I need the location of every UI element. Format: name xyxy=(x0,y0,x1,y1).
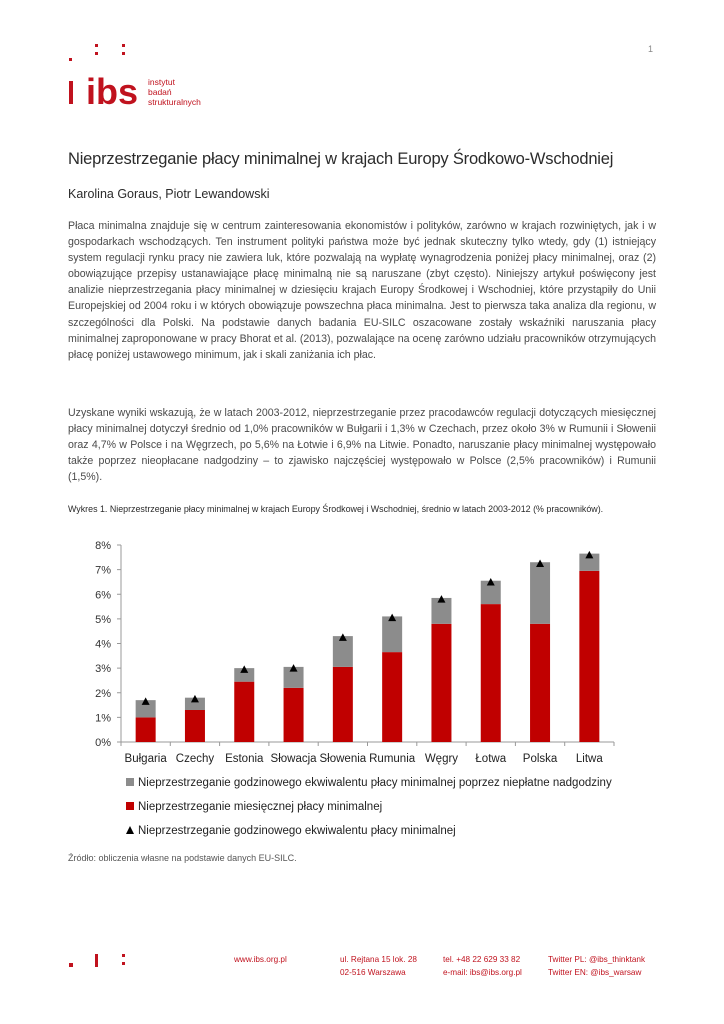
x-tick-label: Łotwa xyxy=(475,753,507,765)
paragraph-intro: Płaca minimalna znajduje się w centrum zainteresowania ekonomistów i polityków, zarówno w krajach rozwiniętych, jak i w gospodarkach wschodzących. Ten instrument polityki państwa może być jednak skuteczny tylko wtedy, gdy (1) istniejący system regulacji rynku pracy nie zawiera luk, które pozwalają na wypłatę wynagrodzenia poniżej płacy minimalnej, oraz (2) obowiązujące przepisy ustanawiające płacę minimalną nie są naruszane (zbyt często). Niniejszy artykuł poświęcony jest analizie nieprzestrzegania płacy minimalnej w dziesięciu krajach Europy Środkowej i Wschodniej, które przystąpiły do Unii Europejskiej od 2004 roku i w których obowiązuje powszechna płaca minimalna. Jest to pierwsza taka analiza dla regionu, w szczególności dla Polski. Na podstawie danych badania EU-SILC oszacowane zostały wskaźniki naruszania płacy minimalnej zaproponowane w pracy Bhorat et al. (2013), pozwalające na ocenę zarówno udziału pracowników otrzymujących płacę poniżej ustawowego minimum, jak i skali zaniżania ich płac. xyxy=(68,220,656,361)
bar-overtime xyxy=(382,616,402,652)
bar-monthly xyxy=(333,667,353,742)
legend-overtime-label: Nieprzestrzeganie godzinowego ekwiwalentu płacy minimalnej poprzez niepłatne nadgodziny xyxy=(138,777,612,789)
logo-brand: ibs xyxy=(86,71,138,108)
x-tick-label: Węgry xyxy=(424,753,459,765)
footer-contact: tel. +48 22 629 33 82 e-mail: ibs@ibs.org.pl xyxy=(443,955,522,977)
legend-hourly-label: Nieprzestrzeganie godzinowego ekwiwalentu płacy minimalnej xyxy=(138,825,456,837)
figure-caption: Wykres 1. Nieprzestrzeganie płacy minimalnej w krajach Europy Środkowej i Wschodniej, średnio w latach 2003-2012 (% pracowników). xyxy=(68,504,604,514)
bar-monthly xyxy=(382,652,402,742)
y-tick-label: 3% xyxy=(95,663,111,676)
bar-monthly xyxy=(284,688,304,742)
footer-twitter: Twitter PL: @ibs_thinktank Twitter EN: @ibs_warsaw xyxy=(548,955,646,977)
stacked-bar-chart xyxy=(68,532,628,847)
y-tick-label: 5% xyxy=(95,613,111,626)
y-tick-label: 8% xyxy=(95,540,111,552)
x-tick-label: Estonia xyxy=(225,753,264,765)
y-tick-label: 7% xyxy=(95,564,111,577)
y-tick-label: 0% xyxy=(95,737,111,749)
x-tick-label: Litwa xyxy=(575,753,603,765)
footer-logo xyxy=(66,952,128,973)
bar-monthly xyxy=(481,604,501,742)
authors: Karolina Goraus, Piotr Lewandowski xyxy=(68,187,270,201)
y-tick-label: 1% xyxy=(95,712,111,725)
bar-monthly xyxy=(136,717,156,742)
x-tick-label: Słowenia xyxy=(319,753,367,765)
page-title: Nieprzestrzeganie płacy minimalnej w krajach Europy Środkowo-Wschodniej xyxy=(68,150,614,168)
legend-hourly-swatch xyxy=(126,826,134,834)
x-tick-label: Polska xyxy=(522,753,558,765)
bar-monthly xyxy=(530,624,550,742)
legend-overtime-swatch xyxy=(126,778,134,786)
x-tick-label: Słowacja xyxy=(270,753,317,765)
x-tick-label: Rumunia xyxy=(369,753,416,765)
bar-overtime xyxy=(530,562,550,624)
footer-address: ul. Rejtana 15 lok. 28 02-516 Warszawa xyxy=(340,955,417,977)
page-number: 1 xyxy=(648,44,654,54)
bar-monthly xyxy=(185,710,205,742)
x-tick-label: Czechy xyxy=(175,753,215,765)
paragraph-results: Uzyskane wyniki wskazują, że w latach 2003-2012, nieprzestrzeganie przez pracodawców regulacji dotyczących miesięcznej płacy minimalnej dotyczył średnio od 1,0% pracowników w Bułgarii i 1,3% w Czechach, przez około 3% w Rumunii i Słowenii oraz 4,7% w Polsce i na Węgrzech, po 5,6% na Łotwie i 6,9% na Litwie. Ponadto, naruszanie płacy minimalnej występowało także poprzez nieopłacane nadgodziny – to zjawisko najczęściej występowało w Polsce (2,5% pracowników) i Rumunii (1,5%). xyxy=(68,407,656,484)
bar-monthly xyxy=(234,682,254,742)
y-tick-label: 4% xyxy=(95,638,111,651)
y-tick-label: 6% xyxy=(95,589,111,602)
ibs-logo xyxy=(66,44,138,108)
y-tick-label: 2% xyxy=(95,687,111,700)
legend-monthly-swatch xyxy=(126,802,134,810)
x-tick-label: Bułgaria xyxy=(124,753,167,765)
source-note: Źródło: obliczenia własne na podstawie danych EU-SILC. xyxy=(68,853,297,863)
legend-monthly-label: Nieprzestrzeganie miesięcznej płacy minimalnej xyxy=(138,801,383,813)
logo-subtitle: instytut badań strukturalnych xyxy=(148,77,201,107)
bar-monthly xyxy=(579,571,599,742)
footer-website[interactable]: www.ibs.org.pl xyxy=(234,955,287,964)
bar-monthly xyxy=(431,624,451,742)
